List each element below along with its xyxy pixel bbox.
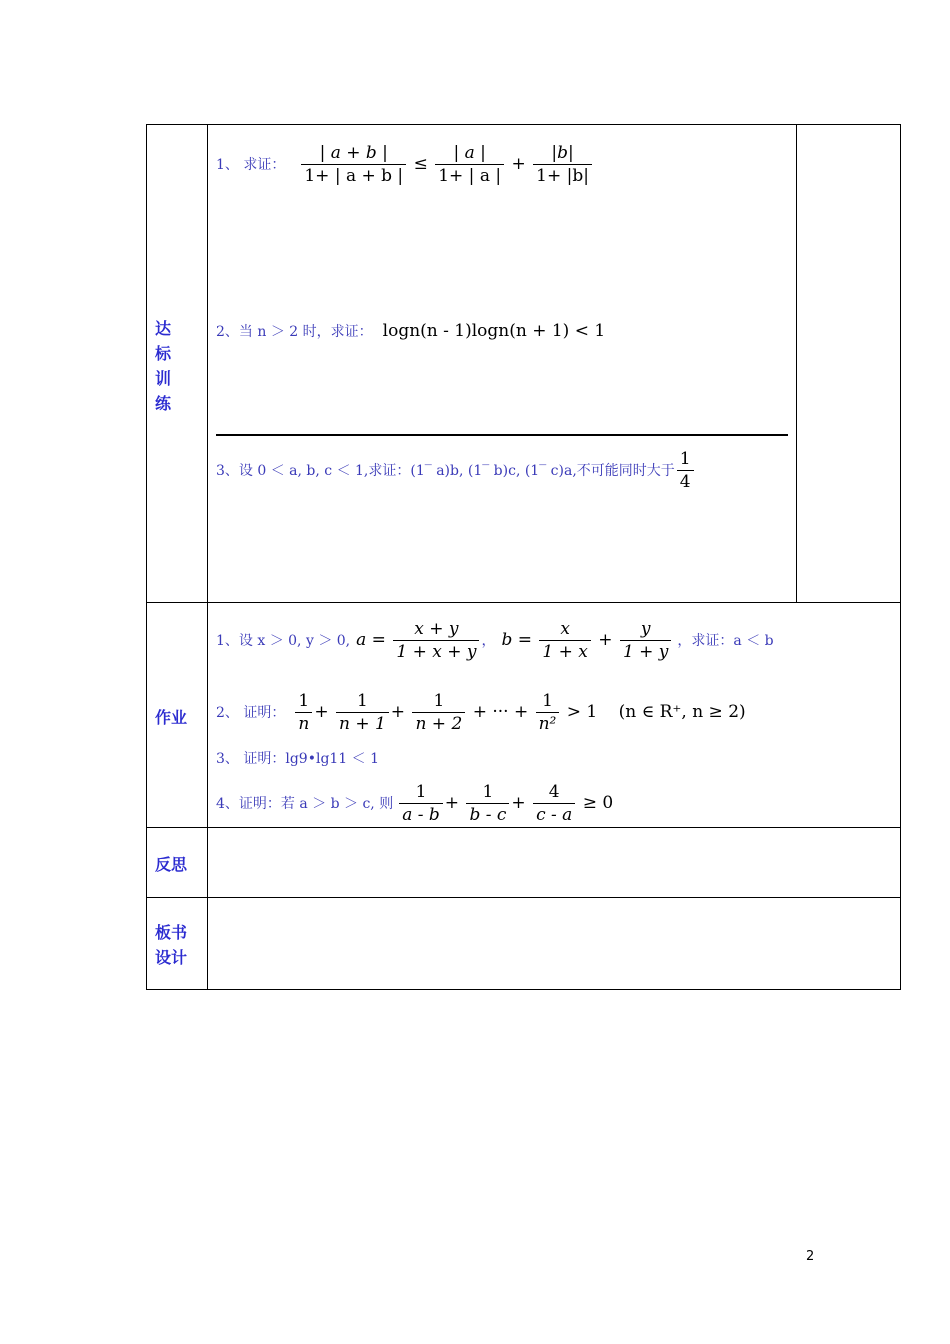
homework-2-label: 2、 证明： <box>216 705 286 721</box>
section-label-fansi: 反思 <box>155 855 188 874</box>
homework-1-label: 1、设 x ＞ 0, y ＞ 0, <box>216 633 351 649</box>
extra-column-divider <box>796 124 797 603</box>
section-label-dabiao: 达标训练 <box>155 319 172 413</box>
fraction: $\frac{1}{a - b}$ <box>399 781 443 826</box>
inner-separator-line <box>216 434 788 436</box>
fraction: $\frac{1}{n}$ <box>295 690 312 735</box>
fraction: $\frac{x}{1 + x}$ <box>539 618 590 663</box>
homework-1 <box>216 612 774 668</box>
homework-2-formula: $\frac{1}{n}$ + $\frac{1}{n + 1}$ + $\frac{1}{n + 2}$ + ··· + $\frac{1}{\text{n²}}$ > 1 (n ∈ R⁺, n ≥ 2) <box>293 690 745 735</box>
problem-3-label: 3、设 0 ＜ a, b, c ＜ 1,求证：(1‾ a)b, (1‾ b)c, (1‾ c)a,不可能同时大于 <box>216 463 675 479</box>
fraction: $\frac{1}{b - c}$ <box>466 781 509 826</box>
fraction: $\frac{y}{1 + y}$ <box>620 618 671 663</box>
homework-4 <box>216 777 613 829</box>
fraction: $\frac{1}{n + 2}$ <box>412 690 465 735</box>
homework-4-formula: $\frac{1}{a - b}$ + $\frac{1}{b - c}$ + $\frac{4}{c - a}$ ≥ 0 <box>397 781 613 826</box>
table-left-border <box>146 124 147 990</box>
label-column-divider <box>207 124 208 990</box>
table-top-border <box>146 124 901 125</box>
homework-2 <box>216 686 746 738</box>
homework-1-suffix: ，求证：a ＜ b <box>677 633 774 649</box>
section-label-banshu: 板书设计 <box>155 923 188 967</box>
homework-4-label: 4、证明：若 a ＞ b ＞ c, 则 <box>216 796 394 812</box>
fraction: $\frac{1}{\text{n²}}$ <box>536 690 560 735</box>
fraction: $\frac{4}{c - a}$ <box>533 781 575 826</box>
fraction: $\frac{|b|}{1+ |b|}$ <box>533 142 592 187</box>
homework-3: 3、 证明：lg9•lg11 ＜ 1 <box>216 751 380 767</box>
fraction: $\frac{| a |}{1+ | a |}$ <box>435 142 504 187</box>
problem-2-label: 2、当 n ＞ 2 时，求证： <box>216 324 373 340</box>
comma: ， <box>481 633 496 649</box>
section-label-zuoye: 作业 <box>155 708 188 727</box>
table-bottom-border <box>146 989 901 990</box>
fraction: $\frac{x + y}{1 + x + y}$ <box>393 618 479 663</box>
table-right-border <box>900 124 901 990</box>
page-number: 2 <box>806 1249 815 1264</box>
problem-1-label: 1、 求证： <box>216 157 286 173</box>
fraction: $\frac{1}{n + 1}$ <box>336 690 389 735</box>
problem-2-formula: logn(n - 1)logn(n + 1) < 1 <box>382 321 606 341</box>
homework-1-formula-a: a = $\frac{x + y}{1 + x + y}$ <box>356 618 481 663</box>
dabiao-problem-1 <box>216 136 594 192</box>
row-divider-3 <box>146 897 901 898</box>
homework-1-formula-b: b = $\frac{x}{1 + x}$ + $\frac{y}{1 + y}$ <box>501 618 673 663</box>
dabiao-problem-3 <box>216 446 696 494</box>
problem-1-formula: $\frac{| a + b |}{1+ | a + b |}$ ≤ $\frac{| a |}{1+ | a |}$ + $\frac{|b|}{1+ |b|}$ <box>299 142 594 187</box>
row-divider-1 <box>146 602 901 603</box>
dabiao-problem-2 <box>216 313 605 349</box>
fraction: $\frac{| a + b |}{1+ | a + b |}$ <box>301 142 406 187</box>
fraction-one-quarter: $\frac{1}{4}$ <box>677 448 694 493</box>
